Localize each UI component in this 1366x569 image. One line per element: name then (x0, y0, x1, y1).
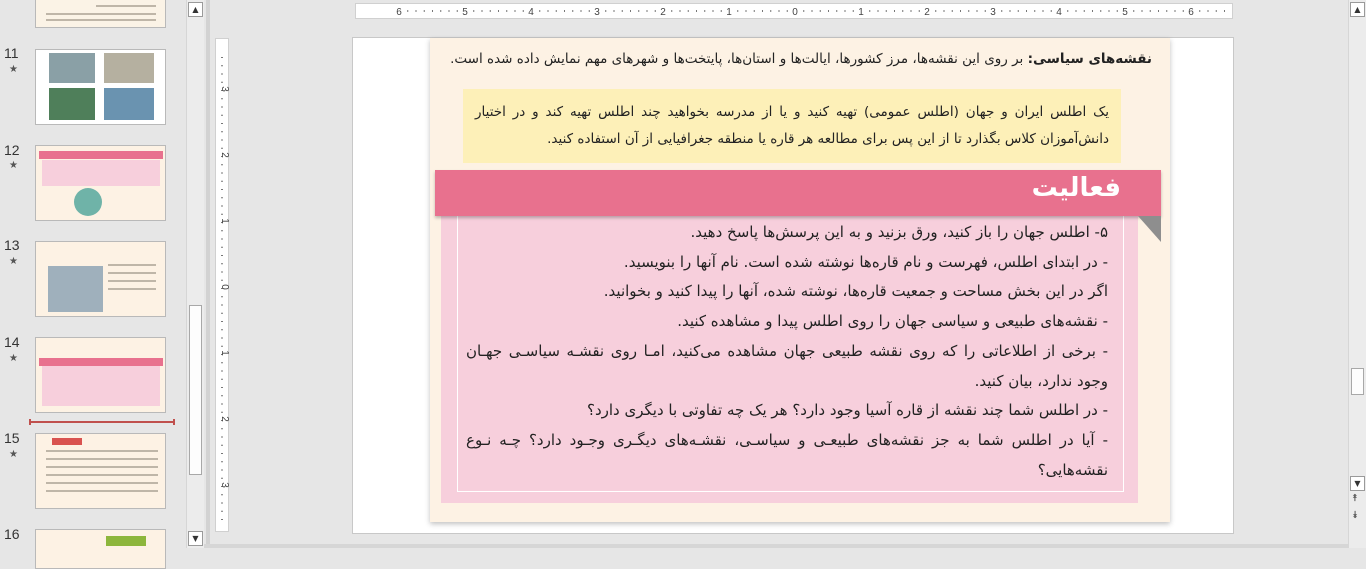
banner-fold-shadow (1138, 216, 1161, 242)
ruler-tick (1166, 10, 1167, 12)
slide-number-11: 11 (4, 45, 19, 61)
ruler-tick (1208, 10, 1209, 12)
ruler-tick (221, 338, 223, 339)
ruler-tick (1084, 10, 1085, 12)
ruler-label: 0 (792, 7, 798, 18)
ruler-tick (1010, 10, 1011, 12)
ruler-label: 1 (219, 350, 230, 356)
animation-star-icon: ★ (9, 449, 18, 460)
ruler-tick (713, 10, 714, 12)
ruler-tick (221, 346, 223, 347)
ruler-tick (221, 140, 223, 141)
ruler-tick (221, 74, 223, 75)
ruler-tick (221, 115, 223, 116)
ruler-label: 6 (396, 7, 402, 18)
slide-number-12: 12 (4, 142, 20, 158)
scroll-up-icon[interactable]: ▲ (1350, 2, 1365, 17)
ruler-tick (630, 10, 631, 12)
ruler-tick (878, 10, 879, 12)
animation-star-icon: ★ (9, 353, 18, 364)
animation-star-icon: ★ (9, 160, 18, 171)
ruler-tick (960, 10, 961, 12)
editor-scroll-thumb[interactable] (1351, 368, 1364, 395)
ruler-label: 0 (219, 284, 230, 290)
ruler-tick (432, 10, 433, 12)
ruler-label: 3 (594, 7, 600, 18)
ruler-tick (221, 503, 223, 504)
ruler-tick (221, 453, 223, 454)
ruler-tick (1100, 10, 1101, 12)
thumbnail-scrollbar[interactable] (186, 0, 204, 548)
ruler-tick (968, 10, 969, 12)
slide-number-16: 16 (4, 526, 20, 542)
ruler-tick (581, 10, 582, 12)
ruler-tick (221, 470, 223, 471)
ruler-tick (1026, 10, 1027, 12)
animation-star-icon: ★ (9, 64, 18, 75)
ruler-tick (416, 10, 417, 12)
ruler-tick (473, 10, 474, 12)
activity-line: ۵- اطلس جهان را باز کنید، ورق بزنید و به این پرسش‌ها پاسخ دهید. (690, 223, 1108, 241)
ruler-tick (221, 280, 223, 281)
slide-number-14: 14 (4, 334, 20, 350)
ruler-tick (671, 10, 672, 12)
slide-thumbnail-16[interactable] (35, 529, 166, 569)
ruler-tick (737, 10, 738, 12)
ruler-label: 1 (219, 218, 230, 224)
ruler-tick (762, 10, 763, 12)
ruler-tick (853, 10, 854, 12)
ruler-tick (985, 10, 986, 12)
ruler-tick (221, 494, 223, 495)
ruler-tick (688, 10, 689, 12)
scroll-down-icon[interactable]: ▼ (1350, 476, 1365, 491)
ruler-label: 2 (219, 416, 230, 422)
ruler-tick (655, 10, 656, 12)
ruler-tick (515, 10, 516, 12)
activity-line: اگر در این بخش مساحت و جمعیت قاره‌ها، نوشته شده، آنها را پیدا کنید و بخوانید. (603, 282, 1108, 301)
ruler-tick (836, 10, 837, 12)
ruler-tick (1092, 10, 1093, 12)
ruler-tick (221, 437, 223, 438)
ruler-label: 4 (1056, 7, 1062, 18)
ruler-tick (919, 10, 920, 12)
activity-inner-border (457, 216, 1124, 492)
ruler-tick (556, 10, 557, 12)
ruler-tick (221, 82, 223, 83)
ruler-tick (221, 379, 223, 380)
ruler-tick (449, 10, 450, 12)
ruler-tick (614, 10, 615, 12)
ruler-tick (221, 404, 223, 405)
ruler-tick (221, 123, 223, 124)
activity-title: فعالیت (1031, 173, 1121, 203)
ruler-tick (424, 10, 425, 12)
ruler-tick (539, 10, 540, 12)
ruler-tick (221, 255, 223, 256)
activity-line: - در اطلس شما چند نقشه از قاره آسیا وجود دارد؟ هر یک چه تفاوتی با دیگری دارد؟ (586, 401, 1108, 420)
ruler-tick (221, 387, 223, 388)
ruler-tick (1034, 10, 1035, 12)
ruler-tick (605, 10, 606, 12)
ruler-tick (803, 10, 804, 12)
ruler-tick (1001, 10, 1002, 12)
previous-slide-icon[interactable]: ⯭ (1352, 493, 1358, 504)
ruler-label: 1 (858, 7, 864, 18)
ruler-label: 2 (924, 7, 930, 18)
activity-banner (435, 170, 1161, 216)
ruler-tick (1150, 10, 1151, 12)
activity-line: - برخی از اطلاعاتی را که روی نقشه طبیعی جهان مشاهده می‌کنید، امـا روی نقشـه سیاسـی جهـان وجود ندارد، بیان کنید. (466, 341, 1108, 390)
ruler-tick (1043, 10, 1044, 12)
ruler-tick (482, 10, 483, 12)
political-maps-heading: نقشه‌های سیاسی: (1027, 51, 1152, 67)
ruler-tick (1183, 10, 1184, 12)
ruler-tick (977, 10, 978, 12)
ruler-tick (523, 10, 524, 12)
slide-thumbnail-12[interactable] (35, 145, 166, 221)
ruler-tick (721, 10, 722, 12)
ruler-label: 5 (462, 7, 468, 18)
ruler-label: 5 (1122, 7, 1128, 18)
ruler-tick (548, 10, 549, 12)
ruler-tick (221, 461, 223, 462)
ruler-tick (787, 10, 788, 12)
ruler-tick (221, 263, 223, 264)
ruler-tick (221, 272, 223, 273)
ruler-tick (869, 10, 870, 12)
ruler-tick (221, 230, 223, 231)
ruler-tick (902, 10, 903, 12)
horizontal-ruler (355, 3, 1233, 19)
ruler-label: 2 (660, 7, 666, 18)
ruler-tick (221, 362, 223, 363)
ruler-tick (221, 57, 223, 58)
ruler-tick (935, 10, 936, 12)
ruler-tick (221, 412, 223, 413)
ruler-tick (221, 371, 223, 372)
ruler-tick (1018, 10, 1019, 12)
ruler-tick (490, 10, 491, 12)
ruler-tick (1109, 10, 1110, 12)
activity-line: - در ابتدای اطلس، فهرست و نام قاره‌ها نوشته شده است. نام آنها را بنویسید. (623, 252, 1108, 271)
vertical-ruler (215, 38, 229, 532)
slide-number-13: 13 (4, 237, 20, 253)
ruler-tick (1133, 10, 1134, 12)
atlas-note-box: یک اطلس ایران و جهان (اطلس عمومی) تهیه کنید و یا از مدرسه بخواهید چند اطلس تهیه کند و در اختیار دانش‌آموزان کلاس بگذارد تا از این پس برای مطالعه هر قاره یا منطقه جغرافیایی از آن استفاده کنید. (463, 89, 1121, 163)
ruler-tick (221, 65, 223, 66)
activity-box (441, 216, 1138, 503)
ruler-tick (221, 214, 223, 215)
activity-line: - نقشه‌های طبیعی و سیاسی جهان را روی اطلس پیدا و مشاهده کنید. (677, 312, 1108, 331)
animation-star-icon: ★ (9, 256, 18, 267)
ruler-tick (1216, 10, 1217, 12)
next-slide-icon[interactable]: ⯯ (1352, 510, 1358, 521)
ruler-tick (221, 189, 223, 190)
slide-canvas[interactable] (352, 37, 1234, 534)
political-maps-text: بر روی این نقشه‌ها، مرز کشورها، ایالت‌ها و استان‌ها، پایتخت‌ها و شهرهای مهم نمایش داده شده است. (450, 51, 1028, 67)
ruler-tick (221, 321, 223, 322)
ruler-tick (589, 10, 590, 12)
ruler-tick (221, 313, 223, 314)
slide-thumbnail-11[interactable] (35, 49, 166, 125)
ruler-tick (1175, 10, 1176, 12)
ruler-tick (221, 519, 223, 520)
slide-number-15: 15 (4, 430, 20, 446)
ruler-tick (506, 10, 507, 12)
ruler-tick (221, 173, 223, 174)
ruler-tick (564, 10, 565, 12)
ruler-tick (221, 247, 223, 248)
ruler-label: 3 (219, 482, 230, 488)
ruler-tick (221, 107, 223, 108)
ruler-tick (779, 10, 780, 12)
ruler-tick (680, 10, 681, 12)
ruler-tick (221, 197, 223, 198)
ruler-tick (812, 10, 813, 12)
ruler-tick (1199, 10, 1200, 12)
editor-bottom-edge (204, 544, 1348, 548)
ruler-tick (498, 10, 499, 12)
ruler-tick (1067, 10, 1068, 12)
ruler-tick (1142, 10, 1143, 12)
editor-scrollbar[interactable] (1348, 0, 1366, 548)
ruler-label: 3 (219, 86, 230, 92)
ruler-tick (221, 239, 223, 240)
ruler-tick (1076, 10, 1077, 12)
ruler-tick (221, 428, 223, 429)
ruler-tick (622, 10, 623, 12)
ruler-tick (746, 10, 747, 12)
ruler-tick (1224, 10, 1225, 12)
ruler-tick (820, 10, 821, 12)
ruler-tick (1158, 10, 1159, 12)
ruler-tick (886, 10, 887, 12)
ruler-tick (952, 10, 953, 12)
ruler-tick (572, 10, 573, 12)
ruler-tick (911, 10, 912, 12)
ruler-label: 1 (726, 7, 732, 18)
ruler-tick (221, 164, 223, 165)
ruler-tick (221, 395, 223, 396)
ruler-tick (828, 10, 829, 12)
ruler-tick (647, 10, 648, 12)
ruler-tick (845, 10, 846, 12)
ruler-tick (770, 10, 771, 12)
ruler-tick (221, 445, 223, 446)
ruler-tick (754, 10, 755, 12)
insertion-marker (29, 421, 175, 423)
ruler-label: 4 (528, 7, 534, 18)
ruler-tick (638, 10, 639, 12)
ruler-tick (457, 10, 458, 12)
pane-splitter[interactable] (206, 0, 210, 548)
activity-line: - آیا در اطلس شما به جز نقشه‌های طبیعـی و سیاسـی، نقشـه‌های دیگـری وجـود دارد؟ چـه نـوع نقشه‌هایی؟ (466, 430, 1108, 479)
textbook-page (430, 38, 1170, 522)
ruler-tick (221, 148, 223, 149)
slide-thumbnail-13[interactable] (35, 241, 166, 317)
ruler-tick (221, 511, 223, 512)
political-maps-paragraph (432, 51, 1152, 67)
scroll-up-icon[interactable]: ▲ (188, 2, 203, 17)
slide-thumbnail-10[interactable] (35, 0, 166, 28)
ruler-tick (221, 296, 223, 297)
ruler-label: 6 (1188, 7, 1194, 18)
activity-text (466, 218, 1108, 485)
ruler-tick (221, 181, 223, 182)
ruler-tick (221, 206, 223, 207)
slide-thumbnail-14[interactable] (35, 337, 166, 413)
ruler-tick (894, 10, 895, 12)
ruler-tick (221, 478, 223, 479)
ruler-label: 3 (990, 7, 996, 18)
ruler-tick (221, 305, 223, 306)
slide-thumbnail-pane (0, 0, 204, 548)
ruler-tick (221, 329, 223, 330)
ruler-tick (704, 10, 705, 12)
ruler-tick (407, 10, 408, 12)
ruler-tick (221, 131, 223, 132)
thumbnail-scroll-thumb[interactable] (189, 305, 202, 475)
ruler-tick (1117, 10, 1118, 12)
ruler-tick (1051, 10, 1052, 12)
ruler-tick (221, 98, 223, 99)
scroll-down-icon[interactable]: ▼ (188, 531, 203, 546)
ruler-label: 2 (219, 152, 230, 158)
slide-thumbnail-15[interactable] (35, 433, 166, 509)
ruler-tick (944, 10, 945, 12)
ruler-tick (696, 10, 697, 12)
ruler-tick (440, 10, 441, 12)
